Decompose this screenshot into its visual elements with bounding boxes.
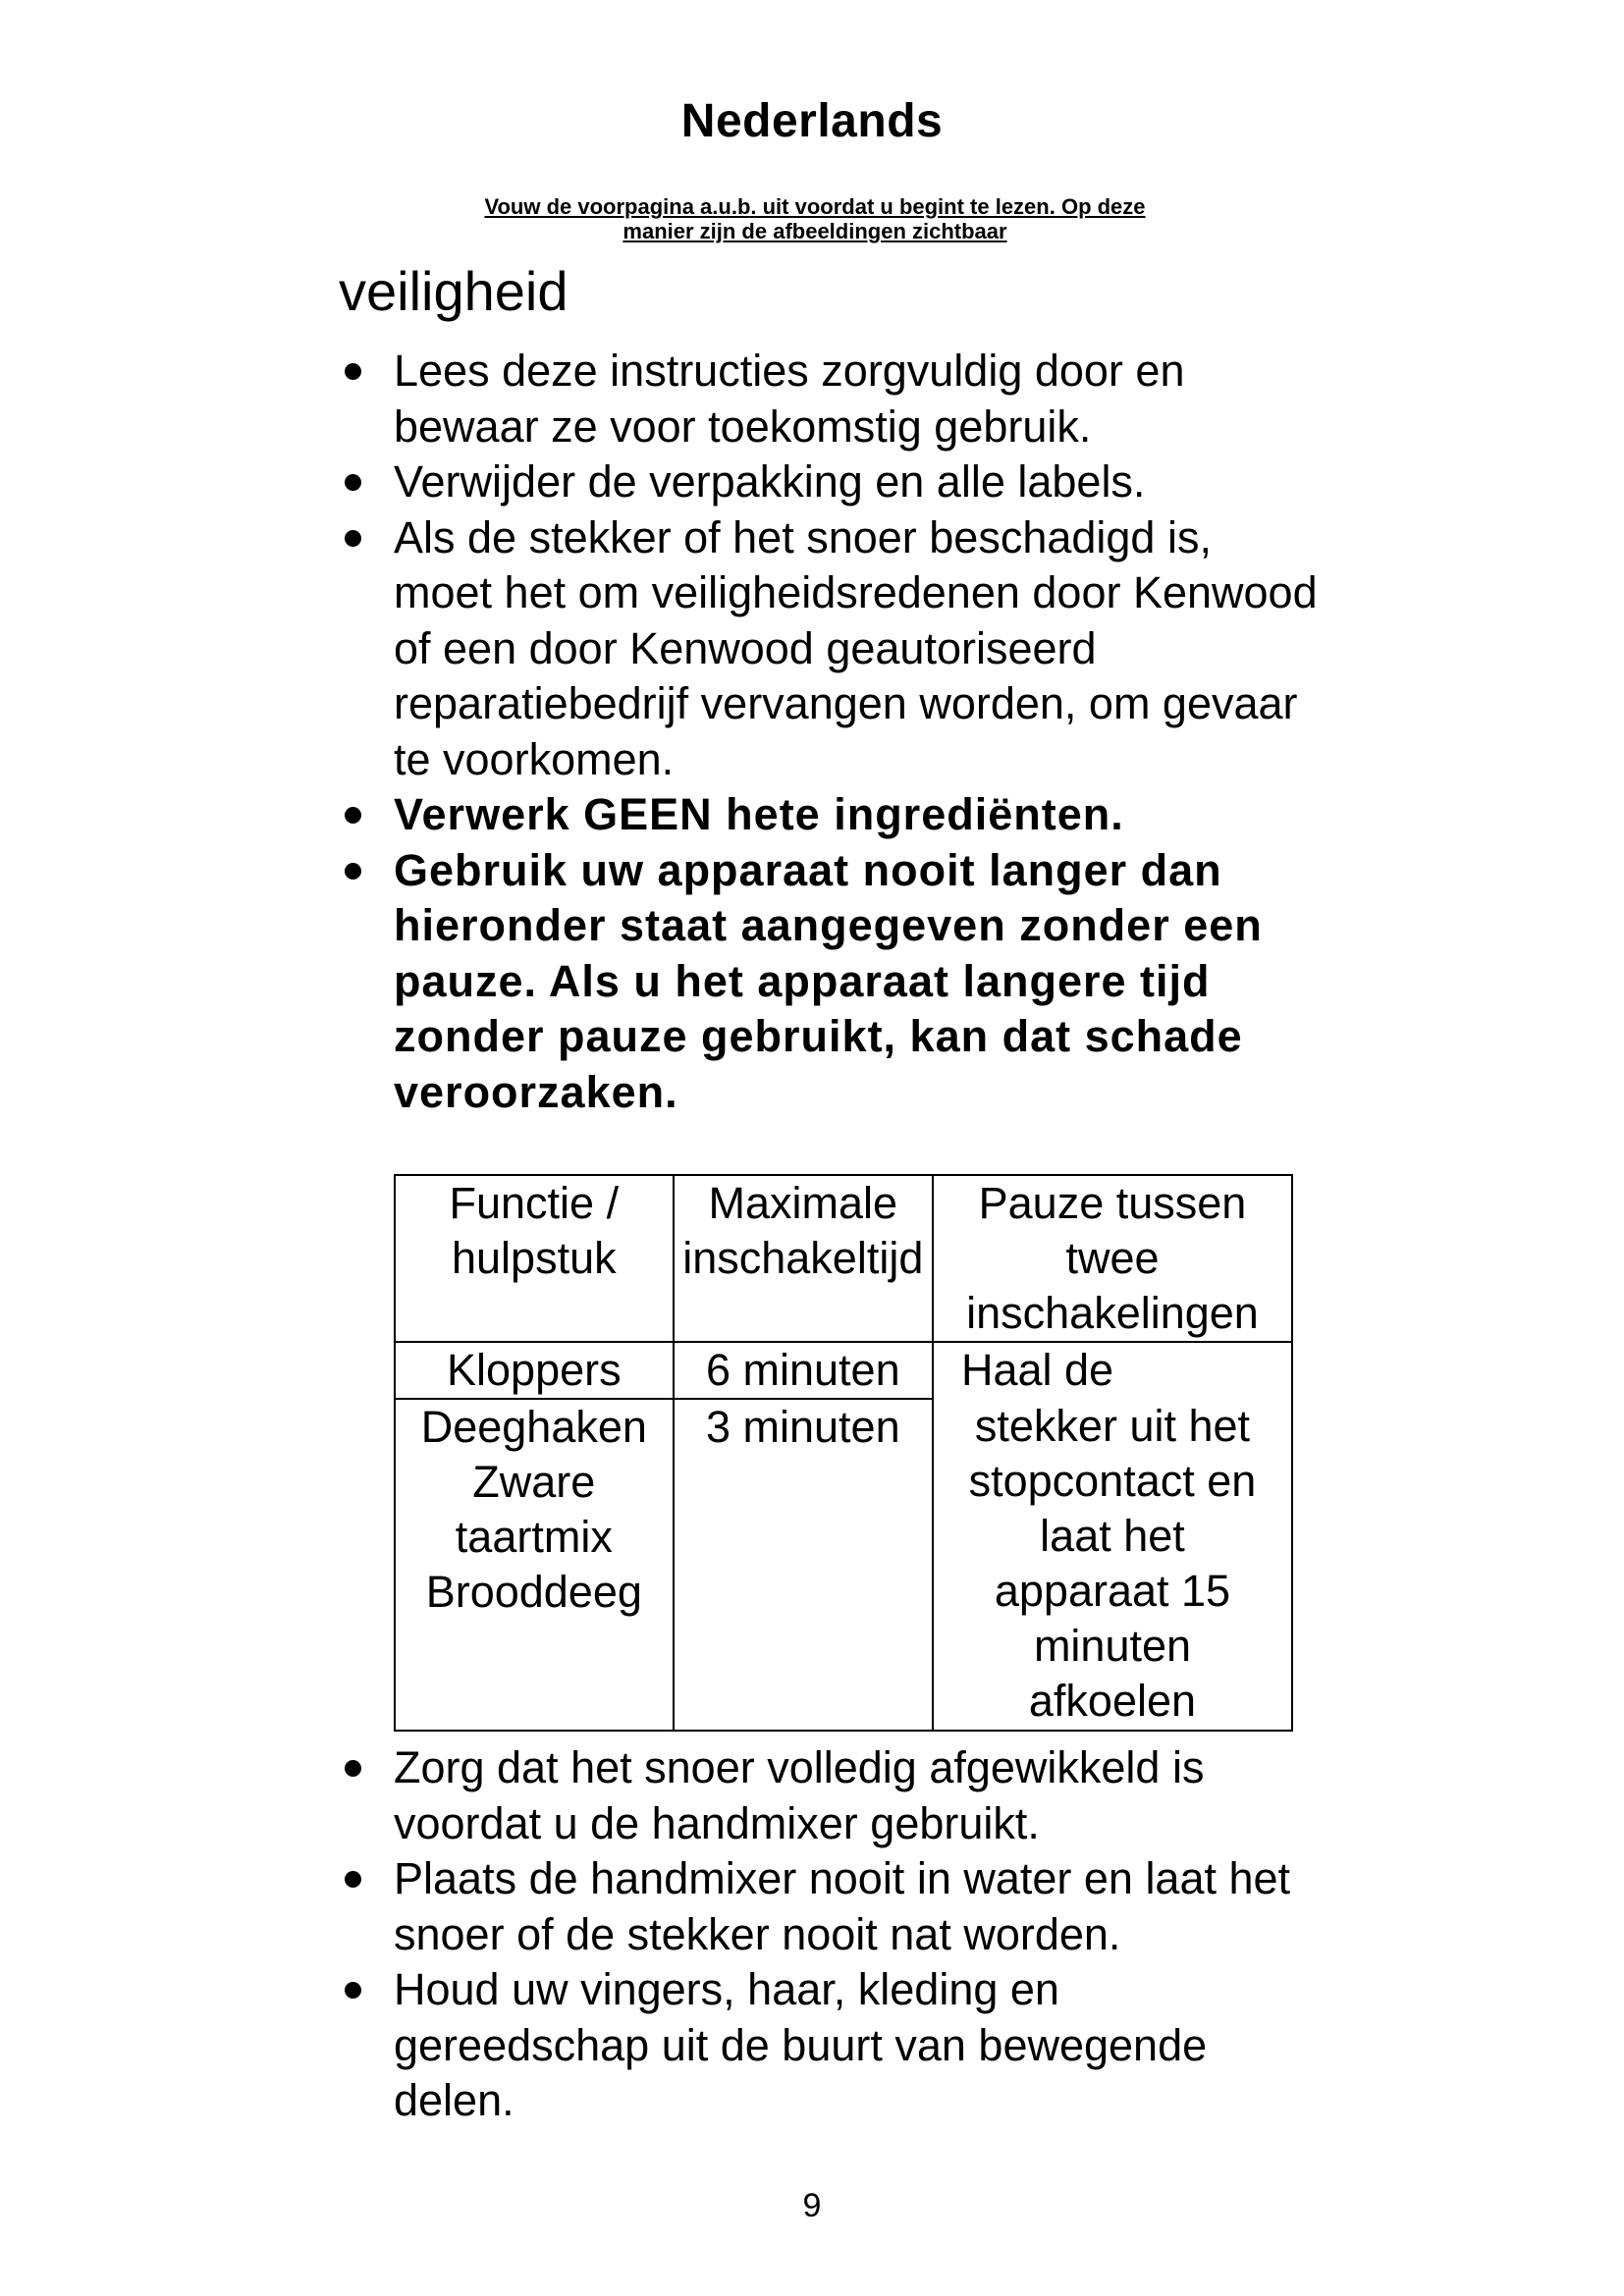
bullet-icon bbox=[345, 807, 361, 824]
usage-time-table bbox=[394, 1174, 1293, 1732]
list-item-text: Zorg dat het snoer volledig afgewikkeld is voordat u de handmixer gebruikt. bbox=[394, 1742, 1205, 1848]
list-item-text: Verwijder de verpakking en alle labels. bbox=[394, 456, 1146, 507]
bullet-icon bbox=[345, 863, 361, 880]
list-item-text: Plaats de handmixer nooit in water en laat het snoer of de stekker nooit nat worden. bbox=[394, 1853, 1291, 1959]
safety-list-bottom bbox=[339, 1740, 1321, 2129]
header-max-time: Maximale inschakeltijd bbox=[674, 1175, 933, 1342]
list-item bbox=[339, 454, 1321, 510]
list-item bbox=[339, 1851, 1321, 1962]
header-function: Functie / hulpstuk bbox=[395, 1175, 674, 1342]
notice-line-2: manier zijn de afbeeldingen zichtbaar bbox=[623, 219, 1007, 243]
cell-max-time-kloppers: 6 minuten bbox=[674, 1342, 933, 1399]
list-item-text: Houd uw vingers, haar, kleding en gereedschap uit de buurt van bewegende delen. bbox=[394, 1964, 1208, 2125]
list-item bbox=[339, 510, 1321, 788]
table-header-row bbox=[395, 1175, 1292, 1342]
list-item bbox=[339, 1962, 1321, 2129]
cell-pause-deeghaken: stekker uit het stopcontact en laat het apparaat 15 minuten afkoelen bbox=[933, 1399, 1292, 1731]
table-row bbox=[395, 1342, 1292, 1399]
bullet-icon bbox=[345, 1982, 361, 1999]
bullet-icon bbox=[345, 1760, 361, 1777]
cell-function-kloppers: Kloppers bbox=[395, 1342, 674, 1399]
bullet-icon bbox=[345, 1871, 361, 1888]
bullet-icon bbox=[345, 474, 361, 491]
safety-list-top bbox=[339, 344, 1321, 1120]
section-title: veiligheid bbox=[339, 260, 568, 322]
cell-function-deeghaken: Deeghaken Zware taartmix Brooddeeg bbox=[395, 1399, 674, 1731]
list-item-text: Gebruik uw apparaat nooit langer dan hieronder staat aangegeven zonder een pauze. Als u het apparaat langere tijd zonder pauze gebruikt, kan dat schade veroorzaken. bbox=[394, 844, 1263, 1117]
list-item-text: Als de stekker of het snoer beschadigd is, moet het om veiligheidsredenen door Kenwood of een door Kenwood geautoriseerd reparatiebedrijf vervangen worden, om gevaar te voorkomen. bbox=[394, 511, 1318, 784]
cell-max-time-deeghaken: 3 minuten bbox=[674, 1399, 933, 1731]
bullet-icon bbox=[345, 530, 361, 547]
list-item-text: Verwerk GEEN hete ingrediënten. bbox=[394, 789, 1124, 839]
language-heading: Nederlands bbox=[680, 95, 944, 147]
bullet-icon bbox=[345, 363, 361, 380]
list-item bbox=[339, 843, 1321, 1121]
page-number: 9 bbox=[802, 2187, 822, 2224]
fold-out-notice bbox=[373, 194, 1257, 243]
list-item bbox=[339, 1740, 1321, 1851]
list-item bbox=[339, 344, 1321, 454]
cell-pause-start: Haal de bbox=[933, 1342, 1292, 1399]
table-row bbox=[395, 1399, 1292, 1731]
notice-line-1: Vouw de voorpagina a.u.b. uit voordat u begint te lezen. Op deze bbox=[484, 194, 1146, 219]
list-item bbox=[339, 787, 1321, 843]
list-item-text: Lees deze instructies zorgvuldig door en bewaar ze voor toekomstig gebruik. bbox=[394, 346, 1185, 452]
header-pause: Pauze tussen twee inschakelingen bbox=[933, 1175, 1292, 1342]
